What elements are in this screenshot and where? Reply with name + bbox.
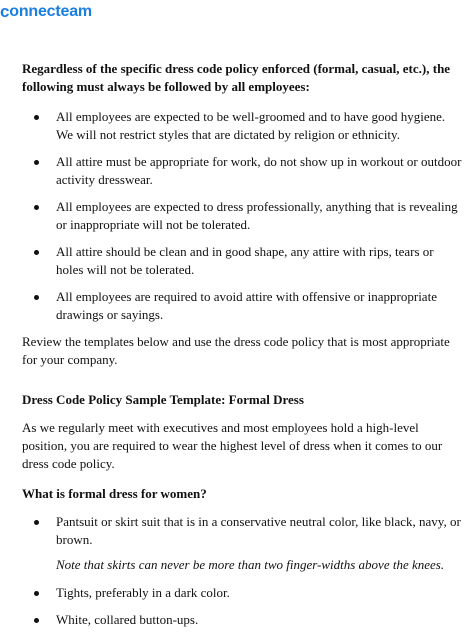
bullet-icon [34, 115, 39, 120]
women-dress-heading: What is formal dress for women? [22, 486, 207, 501]
general-rules-list [22, 108, 462, 324]
list-item-text: All employees are expected to be well-groomed and to have good hygiene. We will not restrict styles that are dictated by religion or ethnicity. [56, 109, 446, 142]
list-item [22, 198, 462, 234]
list-item [22, 153, 462, 189]
list-item-text: White, collared button-ups. [56, 612, 199, 627]
bullet-icon [34, 295, 39, 300]
intro-heading: Regardless of the specific dress code policy enforced (formal, casual, etc.), the following must always be followed by all employees: [22, 61, 451, 94]
list-item-text: All attire should be clean and in good shape, any attire with rips, tears or holes will not be tolerated. [56, 244, 434, 277]
bullet-icon [34, 160, 39, 165]
list-item [22, 513, 462, 549]
bullet-icon [34, 591, 39, 596]
bullet-icon [34, 520, 39, 525]
logo-wordmark: onnecteam [9, 3, 92, 20]
list-item-text: All employees are required to avoid attire with offensive or inappropriate drawings or sayings. [56, 289, 437, 322]
connecteam-logo [0, 2, 92, 22]
women-dress-list [22, 513, 462, 549]
list-item [22, 243, 462, 279]
skirt-length-note: Note that skirts can never be more than two finger-widths above the knees. [56, 557, 445, 572]
document-body [22, 60, 462, 638]
bullet-icon [34, 205, 39, 210]
review-paragraph: Review the templates below and use the dress code policy that is most appropriate for your company. [22, 334, 450, 367]
list-item-text: Tights, preferably in a dark color. [56, 585, 230, 600]
bullet-icon [34, 618, 39, 623]
list-item [22, 611, 462, 629]
logo-mark: c [0, 2, 10, 21]
section-paragraph: As we regularly meet with executives and most employees hold a high-level position, you are required to wear the highest level of dress when it comes to our dress code policy. [22, 420, 443, 471]
list-item [22, 584, 462, 602]
list-item-text: Pantsuit or skirt suit that is in a conservative neutral color, like black, navy, or brown. [56, 514, 461, 547]
list-item [22, 108, 462, 144]
list-item-text: All attire must be appropriate for work, do not show up in workout or outdoor activity dresswear. [56, 154, 462, 187]
section-title: Dress Code Policy Sample Template: Formal Dress [22, 392, 304, 407]
list-item [22, 288, 462, 324]
women-dress-list-continued [22, 584, 462, 629]
bullet-icon [34, 250, 39, 255]
list-item-text: All employees are expected to dress professionally, anything that is revealing or inappropriate will not be tolerated. [56, 199, 458, 232]
